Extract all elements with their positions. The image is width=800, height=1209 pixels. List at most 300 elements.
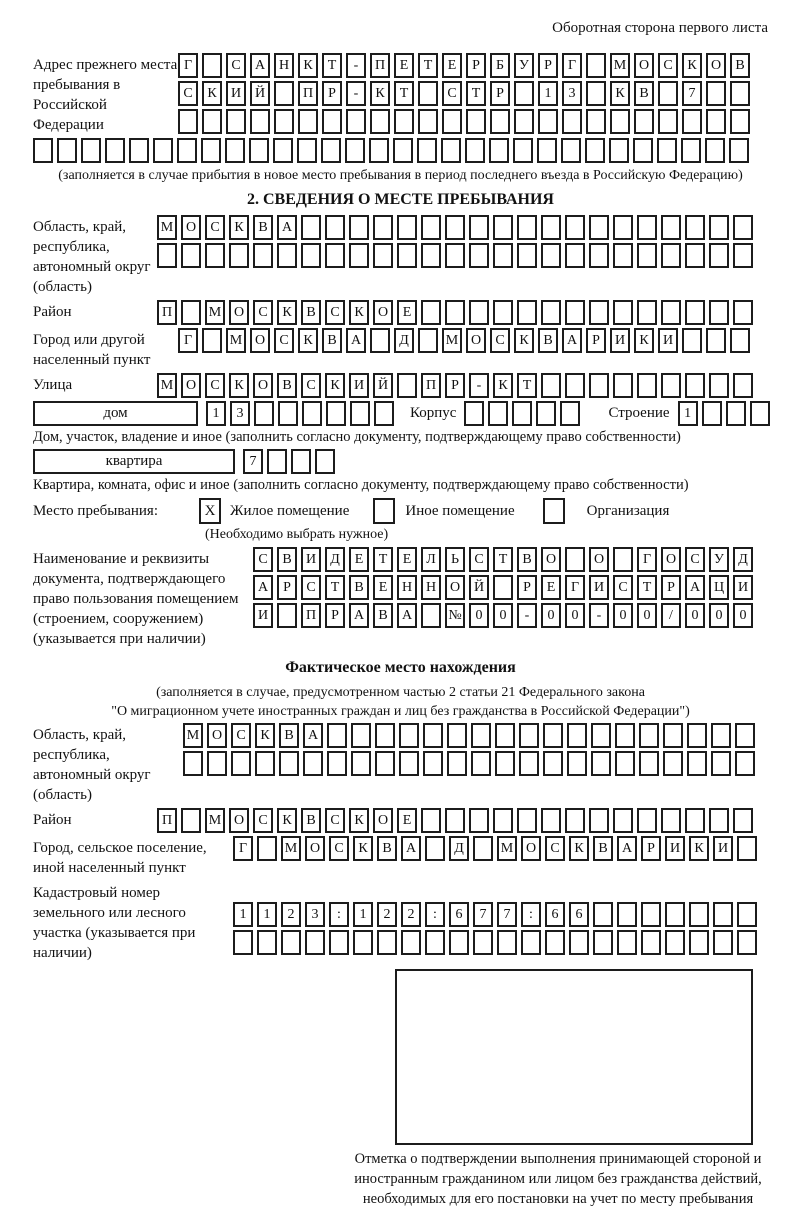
char-box[interactable] [519,723,539,748]
char-box[interactable] [233,930,253,955]
char-box[interactable]: Р [322,81,342,106]
char-box[interactable] [490,109,510,134]
char-box[interactable]: К [514,328,534,353]
char-box[interactable]: К [255,723,275,748]
char-box[interactable]: О [207,723,227,748]
char-box[interactable] [702,401,722,426]
organization-checkbox[interactable] [543,498,565,524]
char-box[interactable]: / [661,603,681,628]
char-box[interactable] [226,109,246,134]
char-box[interactable]: У [709,547,729,572]
char-box[interactable]: Т [466,81,486,106]
char-box[interactable] [445,215,465,240]
char-box[interactable] [735,723,755,748]
char-box[interactable] [735,751,755,776]
char-box[interactable] [81,138,101,163]
char-box[interactable] [397,373,417,398]
char-box[interactable]: С [205,373,225,398]
char-box[interactable]: С [490,328,510,353]
char-box[interactable] [423,723,443,748]
char-box[interactable]: В [279,723,299,748]
char-box[interactable]: П [298,81,318,106]
char-box[interactable]: - [346,53,366,78]
char-box[interactable]: 1 [206,401,226,426]
char-box[interactable] [561,138,581,163]
char-box[interactable]: Е [349,547,369,572]
char-box[interactable] [297,138,317,163]
char-box[interactable]: А [346,328,366,353]
char-box[interactable]: Й [373,373,393,398]
char-box[interactable] [682,328,702,353]
char-box[interactable]: О [521,836,541,861]
char-box[interactable]: Е [541,575,561,600]
char-box[interactable] [254,401,274,426]
char-box[interactable]: О [589,547,609,572]
char-box[interactable] [469,215,489,240]
char-box[interactable] [733,373,753,398]
char-box[interactable] [495,723,515,748]
char-box[interactable] [709,243,729,268]
char-box[interactable] [373,215,393,240]
char-box[interactable] [33,138,53,163]
char-box[interactable] [661,243,681,268]
char-box[interactable] [327,751,347,776]
char-box[interactable]: - [589,603,609,628]
char-box[interactable] [345,138,365,163]
char-box[interactable]: : [329,902,349,927]
char-box[interactable] [421,243,441,268]
char-box[interactable]: 6 [449,902,469,927]
char-box[interactable] [613,215,633,240]
char-box[interactable] [469,808,489,833]
char-box[interactable]: Е [442,53,462,78]
char-box[interactable] [706,81,726,106]
char-box[interactable] [713,930,733,955]
char-box[interactable] [685,243,705,268]
char-box[interactable] [545,930,565,955]
char-box[interactable] [521,930,541,955]
char-box[interactable] [291,449,311,474]
char-box[interactable]: К [682,53,702,78]
char-box[interactable]: Г [565,575,585,600]
char-box[interactable] [421,808,441,833]
char-box[interactable]: С [442,81,462,106]
char-box[interactable] [57,138,77,163]
char-box[interactable] [750,401,770,426]
char-box[interactable]: 2 [281,902,301,927]
char-box[interactable]: 7 [682,81,702,106]
char-box[interactable] [609,138,629,163]
char-box[interactable]: О [466,328,486,353]
char-box[interactable]: Р [466,53,486,78]
char-box[interactable]: О [253,373,273,398]
char-box[interactable] [665,902,685,927]
char-box[interactable]: И [589,575,609,600]
char-box[interactable] [730,81,750,106]
char-box[interactable] [442,109,462,134]
char-box[interactable] [181,808,201,833]
char-box[interactable]: К [229,373,249,398]
char-box[interactable] [329,930,349,955]
char-box[interactable] [517,300,537,325]
char-box[interactable]: 1 [257,902,277,927]
char-box[interactable]: Б [490,53,510,78]
char-box[interactable] [569,930,589,955]
char-box[interactable] [441,138,461,163]
char-box[interactable] [657,138,677,163]
char-box[interactable]: В [377,836,397,861]
char-box[interactable] [514,109,534,134]
char-box[interactable] [325,243,345,268]
char-box[interactable]: К [353,836,373,861]
char-box[interactable]: О [181,215,201,240]
char-box[interactable]: И [733,575,753,600]
char-box[interactable] [374,401,394,426]
char-box[interactable] [711,723,731,748]
char-box[interactable] [202,328,222,353]
char-box[interactable] [513,138,533,163]
char-box[interactable]: Г [178,53,198,78]
char-box[interactable]: 0 [565,603,585,628]
char-box[interactable] [709,808,729,833]
char-box[interactable] [298,109,318,134]
char-box[interactable]: Г [178,328,198,353]
char-box[interactable]: В [373,603,393,628]
char-box[interactable] [321,138,341,163]
char-box[interactable]: П [157,300,177,325]
char-box[interactable] [565,243,585,268]
char-box[interactable]: В [277,373,297,398]
char-box[interactable] [201,138,221,163]
char-box[interactable]: А [562,328,582,353]
char-box[interactable]: О [706,53,726,78]
char-box[interactable] [302,401,322,426]
char-box[interactable]: К [349,300,369,325]
char-box[interactable]: К [349,808,369,833]
char-box[interactable]: Н [421,575,441,600]
char-box[interactable] [225,138,245,163]
char-box[interactable] [397,243,417,268]
other-premises-checkbox[interactable] [373,498,395,524]
char-box[interactable]: 1 [538,81,558,106]
char-box[interactable] [418,109,438,134]
char-box[interactable]: О [373,808,393,833]
char-box[interactable]: Л [421,547,441,572]
char-box[interactable] [593,930,613,955]
char-box[interactable] [687,723,707,748]
char-box[interactable] [593,902,613,927]
char-box[interactable]: И [713,836,733,861]
char-box[interactable]: К [298,53,318,78]
char-box[interactable]: 0 [685,603,705,628]
char-box[interactable] [305,930,325,955]
char-box[interactable]: О [661,547,681,572]
char-box[interactable]: И [658,328,678,353]
char-box[interactable]: М [281,836,301,861]
char-box[interactable] [586,81,606,106]
char-box[interactable] [493,575,513,600]
char-box[interactable] [346,109,366,134]
char-box[interactable] [181,243,201,268]
char-box[interactable]: С [301,575,321,600]
char-box[interactable] [178,109,198,134]
char-box[interactable] [637,300,657,325]
char-box[interactable] [589,243,609,268]
char-box[interactable] [349,215,369,240]
char-box[interactable] [274,81,294,106]
char-box[interactable] [565,373,585,398]
char-box[interactable] [641,902,661,927]
char-box[interactable]: Р [641,836,661,861]
char-box[interactable] [377,930,397,955]
char-box[interactable] [466,109,486,134]
char-box[interactable]: О [305,836,325,861]
char-box[interactable] [397,215,417,240]
char-box[interactable] [517,215,537,240]
char-box[interactable]: М [226,328,246,353]
char-box[interactable]: В [253,215,273,240]
char-box[interactable]: - [517,603,537,628]
char-box[interactable] [373,243,393,268]
char-box[interactable]: В [301,808,321,833]
char-box[interactable] [589,808,609,833]
char-box[interactable] [637,215,657,240]
char-box[interactable] [445,300,465,325]
char-box[interactable] [401,930,421,955]
char-box[interactable]: Т [637,575,657,600]
char-box[interactable]: О [229,808,249,833]
char-box[interactable] [229,243,249,268]
char-box[interactable] [615,723,635,748]
char-box[interactable] [589,215,609,240]
char-box[interactable] [326,401,346,426]
char-box[interactable]: В [277,547,297,572]
char-box[interactable]: 1 [353,902,373,927]
char-box[interactable]: А [401,836,421,861]
char-box[interactable]: О [250,328,270,353]
char-box[interactable]: Е [373,575,393,600]
char-box[interactable]: О [229,300,249,325]
char-box[interactable]: О [541,547,561,572]
char-box[interactable]: 0 [709,603,729,628]
char-box[interactable] [301,215,321,240]
char-box[interactable]: С [685,547,705,572]
char-box[interactable]: 0 [493,603,513,628]
char-box[interactable]: М [442,328,462,353]
char-box[interactable]: В [538,328,558,353]
char-box[interactable]: И [301,547,321,572]
char-box[interactable]: Г [562,53,582,78]
char-box[interactable]: Р [586,328,606,353]
char-box[interactable]: У [514,53,534,78]
char-box[interactable] [399,751,419,776]
char-box[interactable]: К [610,81,630,106]
char-box[interactable] [705,138,725,163]
char-box[interactable] [249,138,269,163]
char-box[interactable] [586,53,606,78]
char-box[interactable] [421,300,441,325]
char-box[interactable]: Р [661,575,681,600]
char-box[interactable] [733,243,753,268]
char-box[interactable] [733,808,753,833]
char-box[interactable]: С [178,81,198,106]
char-box[interactable] [495,751,515,776]
char-box[interactable] [687,751,707,776]
char-box[interactable] [639,723,659,748]
char-box[interactable] [617,930,637,955]
char-box[interactable] [617,902,637,927]
char-box[interactable]: 6 [569,902,589,927]
residential-checkbox[interactable]: X [199,498,221,524]
char-box[interactable] [493,215,513,240]
char-box[interactable]: № [445,603,465,628]
char-box[interactable]: М [205,300,225,325]
char-box[interactable] [567,751,587,776]
char-box[interactable]: А [617,836,637,861]
char-box[interactable] [613,373,633,398]
char-box[interactable]: М [610,53,630,78]
char-box[interactable]: С [545,836,565,861]
char-box[interactable]: К [493,373,513,398]
char-box[interactable]: А [250,53,270,78]
char-box[interactable]: К [277,300,297,325]
char-box[interactable]: К [277,808,297,833]
char-box[interactable] [681,138,701,163]
char-box[interactable]: М [497,836,517,861]
char-box[interactable] [610,109,630,134]
char-box[interactable] [353,930,373,955]
char-box[interactable] [447,723,467,748]
char-box[interactable]: А [349,603,369,628]
char-box[interactable] [278,401,298,426]
char-box[interactable]: С [226,53,246,78]
char-box[interactable] [421,215,441,240]
char-box[interactable] [375,751,395,776]
char-box[interactable]: А [253,575,273,600]
char-box[interactable] [658,109,678,134]
char-box[interactable]: О [634,53,654,78]
char-box[interactable]: С [329,836,349,861]
char-box[interactable]: : [425,902,445,927]
char-box[interactable] [634,109,654,134]
char-box[interactable] [445,243,465,268]
char-box[interactable] [517,243,537,268]
char-box[interactable]: С [325,300,345,325]
char-box[interactable]: О [181,373,201,398]
char-box[interactable]: П [301,603,321,628]
char-box[interactable] [517,808,537,833]
char-box[interactable] [447,751,467,776]
char-box[interactable] [369,138,389,163]
char-box[interactable]: А [397,603,417,628]
char-box[interactable]: Т [394,81,414,106]
char-box[interactable]: К [325,373,345,398]
char-box[interactable]: И [349,373,369,398]
char-box[interactable] [639,751,659,776]
char-box[interactable]: 2 [377,902,397,927]
char-box[interactable]: Р [325,603,345,628]
char-box[interactable]: Т [517,373,537,398]
char-box[interactable]: В [322,328,342,353]
char-box[interactable] [706,109,726,134]
char-box[interactable]: Р [490,81,510,106]
char-box[interactable] [565,300,585,325]
char-box[interactable]: И [610,328,630,353]
char-box[interactable] [726,401,746,426]
char-box[interactable]: 7 [243,449,263,474]
char-box[interactable]: Т [322,53,342,78]
char-box[interactable]: 1 [233,902,253,927]
char-box[interactable] [231,751,251,776]
char-box[interactable] [493,243,513,268]
char-box[interactable] [129,138,149,163]
char-box[interactable] [709,373,729,398]
char-box[interactable] [255,751,275,776]
char-box[interactable] [279,751,299,776]
char-box[interactable]: Й [469,575,489,600]
char-box[interactable]: С [613,575,633,600]
char-box[interactable] [351,723,371,748]
char-box[interactable] [473,930,493,955]
char-box[interactable] [325,215,345,240]
char-box[interactable]: С [274,328,294,353]
char-box[interactable] [488,401,508,426]
char-box[interactable] [538,109,558,134]
char-box[interactable] [473,836,493,861]
char-box[interactable]: С [253,808,273,833]
char-box[interactable] [493,300,513,325]
char-box[interactable] [730,109,750,134]
char-box[interactable] [349,243,369,268]
char-box[interactable] [350,401,370,426]
char-box[interactable]: 0 [637,603,657,628]
char-box[interactable]: И [226,81,246,106]
char-box[interactable] [689,930,709,955]
char-box[interactable] [615,751,635,776]
char-box[interactable] [706,328,726,353]
char-box[interactable]: 0 [469,603,489,628]
char-box[interactable] [315,449,335,474]
char-box[interactable] [663,723,683,748]
char-box[interactable] [661,215,681,240]
char-box[interactable] [613,243,633,268]
char-box[interactable]: С [253,547,273,572]
char-box[interactable]: 2 [401,902,421,927]
char-box[interactable]: С [325,808,345,833]
char-box[interactable] [253,243,273,268]
char-box[interactable]: В [517,547,537,572]
char-box[interactable]: И [665,836,685,861]
char-box[interactable]: А [277,215,297,240]
char-box[interactable]: Е [397,547,417,572]
house-type-box[interactable]: дом [33,401,198,426]
char-box[interactable] [541,373,561,398]
char-box[interactable] [709,215,729,240]
char-box[interactable] [562,109,582,134]
char-box[interactable]: К [229,215,249,240]
char-box[interactable] [469,300,489,325]
char-box[interactable] [658,81,678,106]
char-box[interactable] [425,930,445,955]
char-box[interactable]: Р [445,373,465,398]
char-box[interactable]: Н [397,575,417,600]
char-box[interactable] [591,751,611,776]
char-box[interactable] [445,808,465,833]
char-box[interactable]: С [253,300,273,325]
char-box[interactable]: Г [233,836,253,861]
char-box[interactable] [567,723,587,748]
char-box[interactable] [181,300,201,325]
